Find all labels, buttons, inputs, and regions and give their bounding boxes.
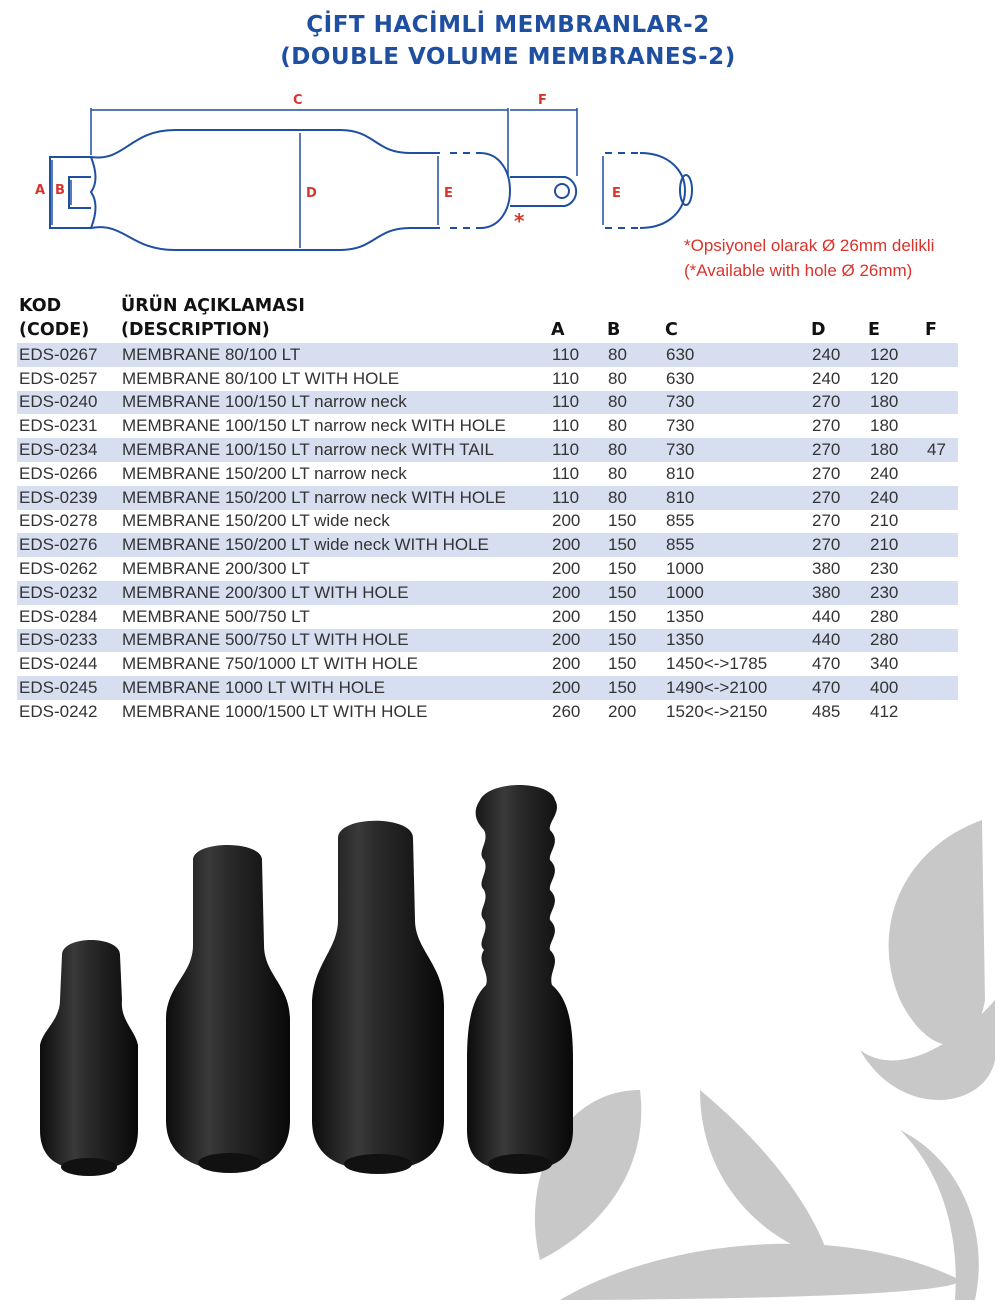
cell-b: 150 [606,629,664,653]
tail-hole [555,184,569,198]
table-row [17,652,958,676]
cell-f [925,462,958,486]
table-row [17,462,958,486]
cell-desc: MEMBRANE 500/750 LT [122,606,310,626]
cell-b: 150 [608,606,637,626]
table-row [17,414,958,438]
cell-f [925,605,958,629]
cell-b: 80 [606,438,664,462]
header-b: B [607,320,621,340]
table-row [17,676,958,700]
cell-c: 1000 [666,559,704,579]
cell-code: EDS-0240 [17,391,120,415]
cell-d: 270 [812,416,841,436]
cell-f: 47 [925,438,958,462]
dim-label-b: B [55,183,65,198]
cell-e: 280 [870,606,899,626]
cell-e: 180 [868,391,925,415]
cell-e: 120 [870,368,899,388]
cell-code: EDS-0284 [19,606,98,626]
membrane-tail [510,177,576,206]
cell-code: EDS-0242 [19,701,98,721]
cell-e: 340 [870,654,899,674]
cell-code: EDS-0278 [19,511,98,531]
cell-f [925,629,958,653]
cell-code: EDS-0233 [17,629,120,653]
cell-e: 180 [868,438,925,462]
dim-label-a: A [35,183,46,198]
cell-b: 200 [608,701,637,721]
header-code: (CODE) [19,320,90,340]
cell-e: 210 [868,533,925,557]
cell-code: EDS-0244 [19,654,98,674]
cell-d: 240 [812,368,841,388]
cell-d: 470 [812,654,841,674]
cell-desc: MEMBRANE 80/100 LT [120,343,550,367]
cell-c: 1350 [666,606,704,626]
cell-code: EDS-0239 [17,486,120,510]
membrane-end-cap [480,153,510,228]
cell-a: 110 [550,343,606,367]
cell-desc: MEMBRANE 150/200 LT wide neck WITH HOLE [120,533,550,557]
cell-a: 110 [550,486,606,510]
cell-desc: MEMBRANE 1000/1500 LT WITH HOLE [122,701,428,721]
cell-d: 270 [812,463,841,483]
cell-a: 200 [550,581,606,605]
cell-a: 110 [550,438,606,462]
cell-c: 855 [666,511,695,531]
cell-f [925,367,958,391]
cell-e: 230 [868,581,925,605]
table-row [17,391,958,415]
header-aciklama: ÜRÜN AÇIKLAMASI [121,296,305,316]
table-row [17,533,958,557]
header-f: F [925,320,937,340]
cell-d: 380 [812,559,841,579]
cell-code: EDS-0231 [19,416,98,436]
cell-c: 730 [664,391,810,415]
dim-label-f: F [538,93,547,108]
cell-d: 270 [810,438,868,462]
cell-a: 200 [552,654,581,674]
cell-c: 1450<->1785 [666,654,768,674]
cell-e: 280 [868,629,925,653]
cell-b: 80 [608,416,627,436]
cell-desc: MEMBRANE 200/300 LT [122,559,310,579]
table-row [17,605,958,629]
cell-e: 400 [868,676,925,700]
cell-b: 80 [606,391,664,415]
cell-a: 200 [552,559,581,579]
cell-desc: MEMBRANE 1000 LT WITH HOLE [120,676,550,700]
cell-c: 730 [664,438,810,462]
header-description: (DESCRIPTION) [121,320,270,340]
cell-c: 1000 [664,581,810,605]
cell-d: 440 [812,606,841,626]
cell-a: 110 [552,368,580,388]
membrane-photo-large [312,821,444,1174]
cell-f [925,652,958,676]
cell-b: 150 [608,559,637,579]
membrane-photo-bellows [467,785,573,1174]
cell-a: 200 [550,533,606,557]
membrane-neck-inner [69,177,91,208]
cell-c: 1490<->2100 [664,676,810,700]
header-d: D [811,320,826,340]
cell-desc: MEMBRANE 100/150 LT narrow neck [120,391,550,415]
membrane-dimension-diagram [0,80,1000,290]
cell-b: 150 [606,533,664,557]
cell-b: 80 [606,486,664,510]
cell-a: 110 [552,416,580,436]
cell-c: 730 [666,416,695,436]
membrane-photo-medium [166,845,290,1173]
cell-e: 120 [868,343,925,367]
table-row [17,343,958,367]
cell-f [925,557,958,581]
membrane-end-cap-alt [640,153,685,228]
table-row [17,629,958,653]
cell-d: 270 [810,486,868,510]
cell-e: 230 [870,559,899,579]
cell-c: 1350 [664,629,810,653]
table-row [17,557,958,581]
header-c: C [665,320,678,340]
note-optional-hole-tr: *Opsiyonel olarak Ø 26mm delikli [684,236,935,255]
cell-d: 440 [810,629,868,653]
cell-a: 110 [550,391,606,415]
cell-f [925,676,958,700]
cell-desc: MEMBRANE 100/150 LT narrow neck WITH HOLE [122,416,506,436]
membrane-product-photo [0,760,1000,1310]
cell-f [925,343,958,367]
cell-d: 270 [810,391,868,415]
dim-label-e: E [444,186,453,201]
header-kod: KOD [19,296,62,316]
cell-e: 240 [868,486,925,510]
cell-c: 630 [664,343,810,367]
table-row [17,581,958,605]
header-e: E [868,320,880,340]
brand-logo-watermark [535,820,995,1300]
optional-hole-asterisk: * [514,209,525,233]
cell-d: 380 [810,581,868,605]
cell-f [925,391,958,415]
cell-e: 412 [870,701,899,721]
table-row [17,367,958,391]
dim-label-e-alt: E [612,186,621,201]
cell-code: EDS-0267 [17,343,120,367]
cell-b: 150 [606,581,664,605]
cell-f [925,486,958,510]
cell-a: 200 [552,511,581,531]
membrane-body-top-outline [91,130,440,158]
cell-code: EDS-0234 [17,438,120,462]
cell-code: EDS-0276 [17,533,120,557]
cell-d: 485 [812,701,841,721]
cell-d: 270 [812,511,841,531]
cell-a: 200 [550,676,606,700]
cell-desc: MEMBRANE 80/100 LT WITH HOLE [122,368,400,388]
cell-e: 180 [870,416,899,436]
membrane-body-outline [91,157,440,250]
cell-desc: MEMBRANE 150/200 LT narrow neck WITH HOLE [120,486,550,510]
cell-d: 470 [810,676,868,700]
table-row [17,510,958,534]
cell-b: 80 [608,463,627,483]
dim-label-c: C [293,93,303,108]
table-row [17,438,958,462]
cell-a: 110 [552,463,580,483]
cell-a: 200 [552,606,581,626]
cell-code: EDS-0266 [19,463,98,483]
cell-b: 150 [608,654,637,674]
cell-c: 1520<->2150 [666,701,768,721]
table-row [17,486,958,510]
cell-desc: MEMBRANE 150/200 LT narrow neck [122,463,407,483]
cell-f [925,581,958,605]
cell-f [925,414,958,438]
cell-b: 80 [606,343,664,367]
cell-desc: MEMBRANE 500/750 LT WITH HOLE [120,629,550,653]
cell-a: 200 [550,629,606,653]
cell-e: 240 [870,463,899,483]
table-row [17,700,958,724]
cell-d: 240 [810,343,868,367]
cell-desc: MEMBRANE 750/1000 LT WITH HOLE [122,654,419,674]
cell-e: 210 [870,511,899,531]
cell-desc: MEMBRANE 100/150 LT narrow neck WITH TAIL [120,438,550,462]
cell-c: 810 [666,463,695,483]
cell-d: 270 [810,533,868,557]
cell-f [925,510,958,534]
cell-code: EDS-0262 [19,559,98,579]
page-title: ÇİFT HACİMLİ MEMBRANLAR-2 [306,12,710,38]
cell-b: 150 [608,511,637,531]
page-subtitle: (DOUBLE VOLUME MEMBRANES-2) [280,44,736,70]
cell-c: 630 [666,368,695,388]
cell-f [925,533,958,557]
cell-f [925,700,958,724]
membrane-spec-table [17,343,958,724]
cell-c: 810 [664,486,810,510]
cell-b: 80 [608,368,627,388]
cell-desc: MEMBRANE 150/200 LT wide neck [122,511,390,531]
dim-label-d: D [306,186,317,201]
cell-c: 855 [664,533,810,557]
membrane-photo-small [40,940,138,1176]
cell-code: EDS-0257 [19,368,98,388]
header-a: A [551,320,565,340]
cell-b: 150 [606,676,664,700]
cell-code: EDS-0245 [17,676,120,700]
note-optional-hole-en: (*Available with hole Ø 26mm) [684,261,913,280]
cell-code: EDS-0232 [17,581,120,605]
cell-a: 260 [552,701,581,721]
cell-desc: MEMBRANE 200/300 LT WITH HOLE [120,581,550,605]
